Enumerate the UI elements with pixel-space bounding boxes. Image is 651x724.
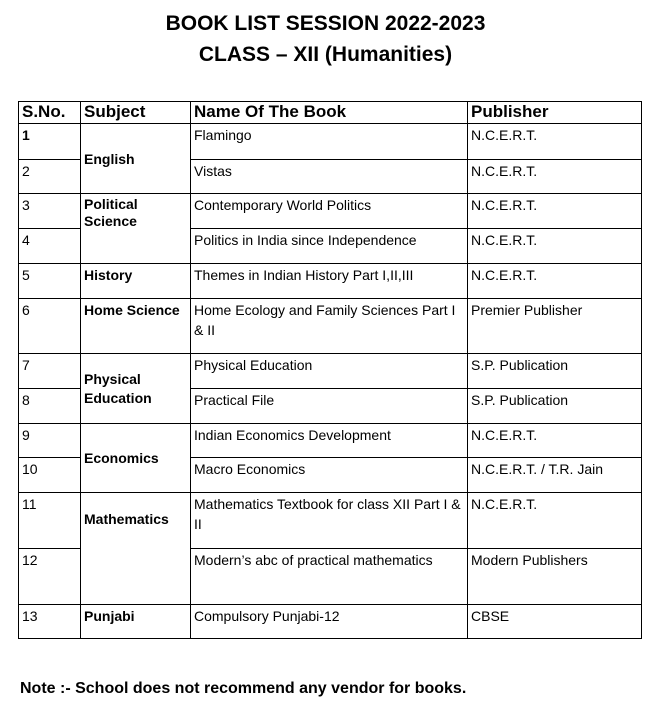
column-header-publisher: Publisher (468, 102, 642, 124)
sno-cell: 7 (19, 354, 81, 389)
sno-cell: 4 (19, 229, 81, 264)
sno-cell: 12 (19, 549, 81, 605)
sno-cell: 1 (19, 124, 81, 160)
book-cell: Contemporary World Politics (191, 194, 468, 229)
book-cell: Practical File (191, 389, 468, 424)
book-list-table (18, 101, 642, 639)
publisher-cell: Modern Publishers (468, 549, 642, 605)
book-cell: Flamingo (191, 124, 468, 160)
table-row (19, 194, 642, 229)
publisher-cell: N.C.E.R.T. (468, 124, 642, 160)
column-header-book: Name Of The Book (191, 102, 468, 124)
subject-cell: Punjabi (81, 605, 191, 639)
table-row (19, 354, 642, 389)
table-row (19, 424, 642, 458)
table-row (19, 299, 642, 354)
subject-cell: Home Science (81, 299, 191, 354)
publisher-cell: S.P. Publication (468, 389, 642, 424)
sno-cell: 2 (19, 160, 81, 194)
sno-cell: 6 (19, 299, 81, 354)
publisher-cell: N.C.E.R.T. / T.R. Jain (468, 458, 642, 493)
book-cell: Themes in Indian History Part I,II,III (191, 264, 468, 299)
subject-cell: English (81, 124, 191, 194)
book-cell: Macro Economics (191, 458, 468, 493)
page-subtitle: CLASS – XII (Humanities) (198, 43, 453, 66)
book-cell: Vistas (191, 160, 468, 194)
subject-cell: Political Science (81, 194, 191, 264)
publisher-cell: N.C.E.R.T. (468, 229, 642, 264)
sno-cell: 5 (19, 264, 81, 299)
table-row (19, 124, 642, 160)
publisher-cell: S.P. Publication (468, 354, 642, 389)
subject-cell: Economics (81, 424, 191, 493)
table-row (19, 264, 642, 299)
page-title: BOOK LIST SESSION 2022-2023 (165, 12, 486, 35)
publisher-cell: N.C.E.R.T. (468, 264, 642, 299)
table-row (19, 493, 642, 549)
publisher-cell: N.C.E.R.T. (468, 424, 642, 458)
subject-cell: Mathematics (81, 493, 191, 605)
footer-note: Note :- School does not recommend any vendor for books. (20, 680, 467, 697)
book-cell: Physical Education (191, 354, 468, 389)
table-header-row (19, 102, 642, 124)
book-cell: Indian Economics Development (191, 424, 468, 458)
book-cell: Politics in India since Independence (191, 229, 468, 264)
book-cell: Home Ecology and Family Sciences Part I & II (191, 299, 468, 354)
book-cell: Mathematics Textbook for class XII Part I & II (191, 493, 468, 549)
publisher-cell: N.C.E.R.T. (468, 493, 642, 549)
sno-cell: 9 (19, 424, 81, 458)
publisher-cell: CBSE (468, 605, 642, 639)
subject-cell: History (81, 264, 191, 299)
publisher-cell: Premier Publisher (468, 299, 642, 354)
sno-cell: 8 (19, 389, 81, 424)
publisher-cell: N.C.E.R.T. (468, 160, 642, 194)
sno-cell: 11 (19, 493, 81, 549)
column-header-sno: S.No. (19, 102, 81, 124)
column-header-subject: Subject (81, 102, 191, 124)
sno-cell: 13 (19, 605, 81, 639)
table-row (19, 605, 642, 639)
publisher-cell: N.C.E.R.T. (468, 194, 642, 229)
sno-cell: 10 (19, 458, 81, 493)
book-cell: Compulsory Punjabi-12 (191, 605, 468, 639)
subject-cell: Physical Education (81, 354, 191, 424)
sno-cell: 3 (19, 194, 81, 229)
book-cell: Modern’s abc of practical mathematics (191, 549, 468, 605)
